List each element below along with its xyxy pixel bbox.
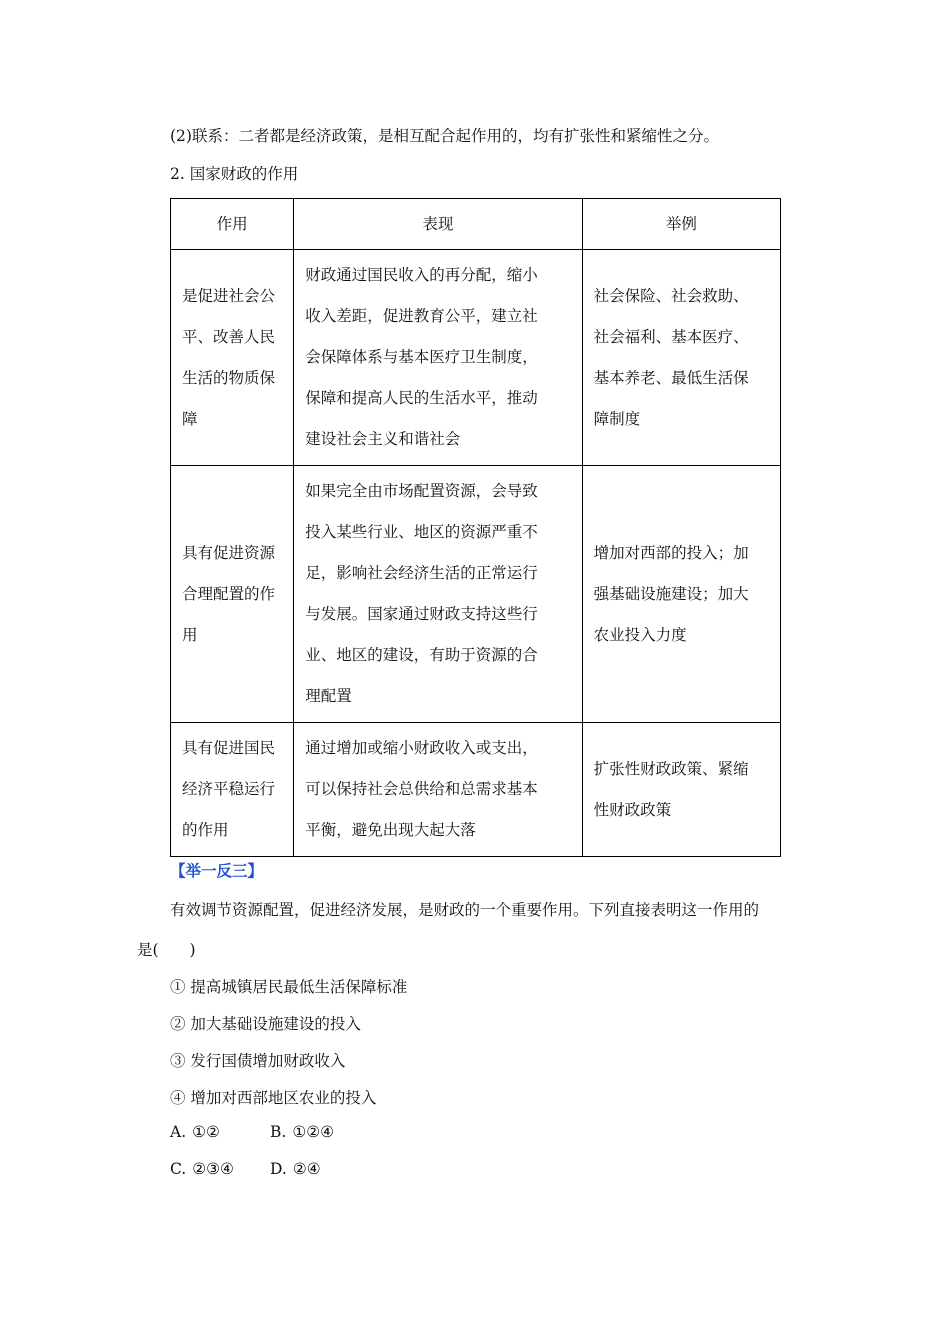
option-item: ① 提高城镇居民最低生活保障标准 bbox=[170, 978, 408, 996]
table-row bbox=[171, 466, 781, 723]
question-line-2: 是( ) bbox=[137, 941, 196, 959]
row-example: 社会保险、社会救助、 社会福利、基本医疗、 基本养老、最低生活保 障制度 bbox=[582, 250, 780, 466]
row-example: 增加对西部的投入；加 强基础设施建设；加大 农业投入力度 bbox=[582, 466, 780, 723]
table-header-row bbox=[171, 199, 781, 250]
answer-value: ①② bbox=[192, 1123, 220, 1141]
fiscal-role-table bbox=[170, 198, 781, 857]
practice-heading: 【举一反三】 bbox=[170, 861, 264, 880]
answer-label: D. bbox=[270, 1160, 287, 1178]
table-row bbox=[171, 723, 781, 857]
row-role: 具有促进国民 经济平稳运行 的作用 bbox=[171, 723, 294, 857]
answer-value: ①②④ bbox=[292, 1123, 335, 1141]
answer-choice-b bbox=[270, 1123, 334, 1141]
answer-value: ②③④ bbox=[192, 1160, 234, 1178]
option-item: ③ 发行国债增加财政收入 bbox=[170, 1052, 346, 1070]
header-example: 举例 bbox=[582, 199, 780, 250]
header-manifestation: 表现 bbox=[294, 199, 582, 250]
answer-choice-a bbox=[170, 1123, 220, 1141]
header-role: 作用 bbox=[171, 199, 294, 250]
answer-label: A. bbox=[170, 1123, 187, 1141]
table-row bbox=[171, 250, 781, 466]
intro-line: (2)联系：二者都是经济政策，是相互配合起作用的，均有扩张性和紧缩性之分。 bbox=[170, 127, 719, 145]
section-title: 2. 国家财政的作用 bbox=[170, 165, 299, 183]
row-example: 扩张性财政政策、紧缩 性财政政策 bbox=[582, 723, 780, 857]
answer-choice-c bbox=[170, 1160, 234, 1178]
answer-label: B. bbox=[270, 1123, 287, 1141]
row-role: 是促进社会公 平、改善人民 生活的物质保 障 bbox=[171, 250, 294, 466]
answer-label: C. bbox=[170, 1160, 187, 1178]
answer-choice-d bbox=[270, 1160, 321, 1178]
row-manifestation: 财政通过国民收入的再分配，缩小 收入差距，促进教育公平，建立社 会保障体系与基本医疗卫生制度， 保障和提高人民的生活水平，推动 建设社会主义和谐社会 bbox=[294, 250, 582, 466]
row-role: 具有促进资源 合理配置的作 用 bbox=[171, 466, 294, 723]
option-item: ④ 增加对西部地区农业的投入 bbox=[170, 1089, 377, 1107]
option-item: ② 加大基础设施建设的投入 bbox=[170, 1015, 361, 1033]
answer-value: ②④ bbox=[292, 1160, 321, 1178]
question-line-1: 有效调节资源配置，促进经济发展，是财政的一个重要作用。下列直接表明这一作用的 bbox=[170, 901, 760, 919]
row-manifestation: 通过增加或缩小财政收入或支出， 可以保持社会总供给和总需求基本 平衡，避免出现大起大落 bbox=[294, 723, 582, 857]
row-manifestation: 如果完全由市场配置资源，会导致 投入某些行业、地区的资源严重不 足，影响社会经济生活的正常运行 与发展。国家通过财政支持这些行 业、地区的建设，有助于资源的合 理配置 bbox=[294, 466, 582, 723]
